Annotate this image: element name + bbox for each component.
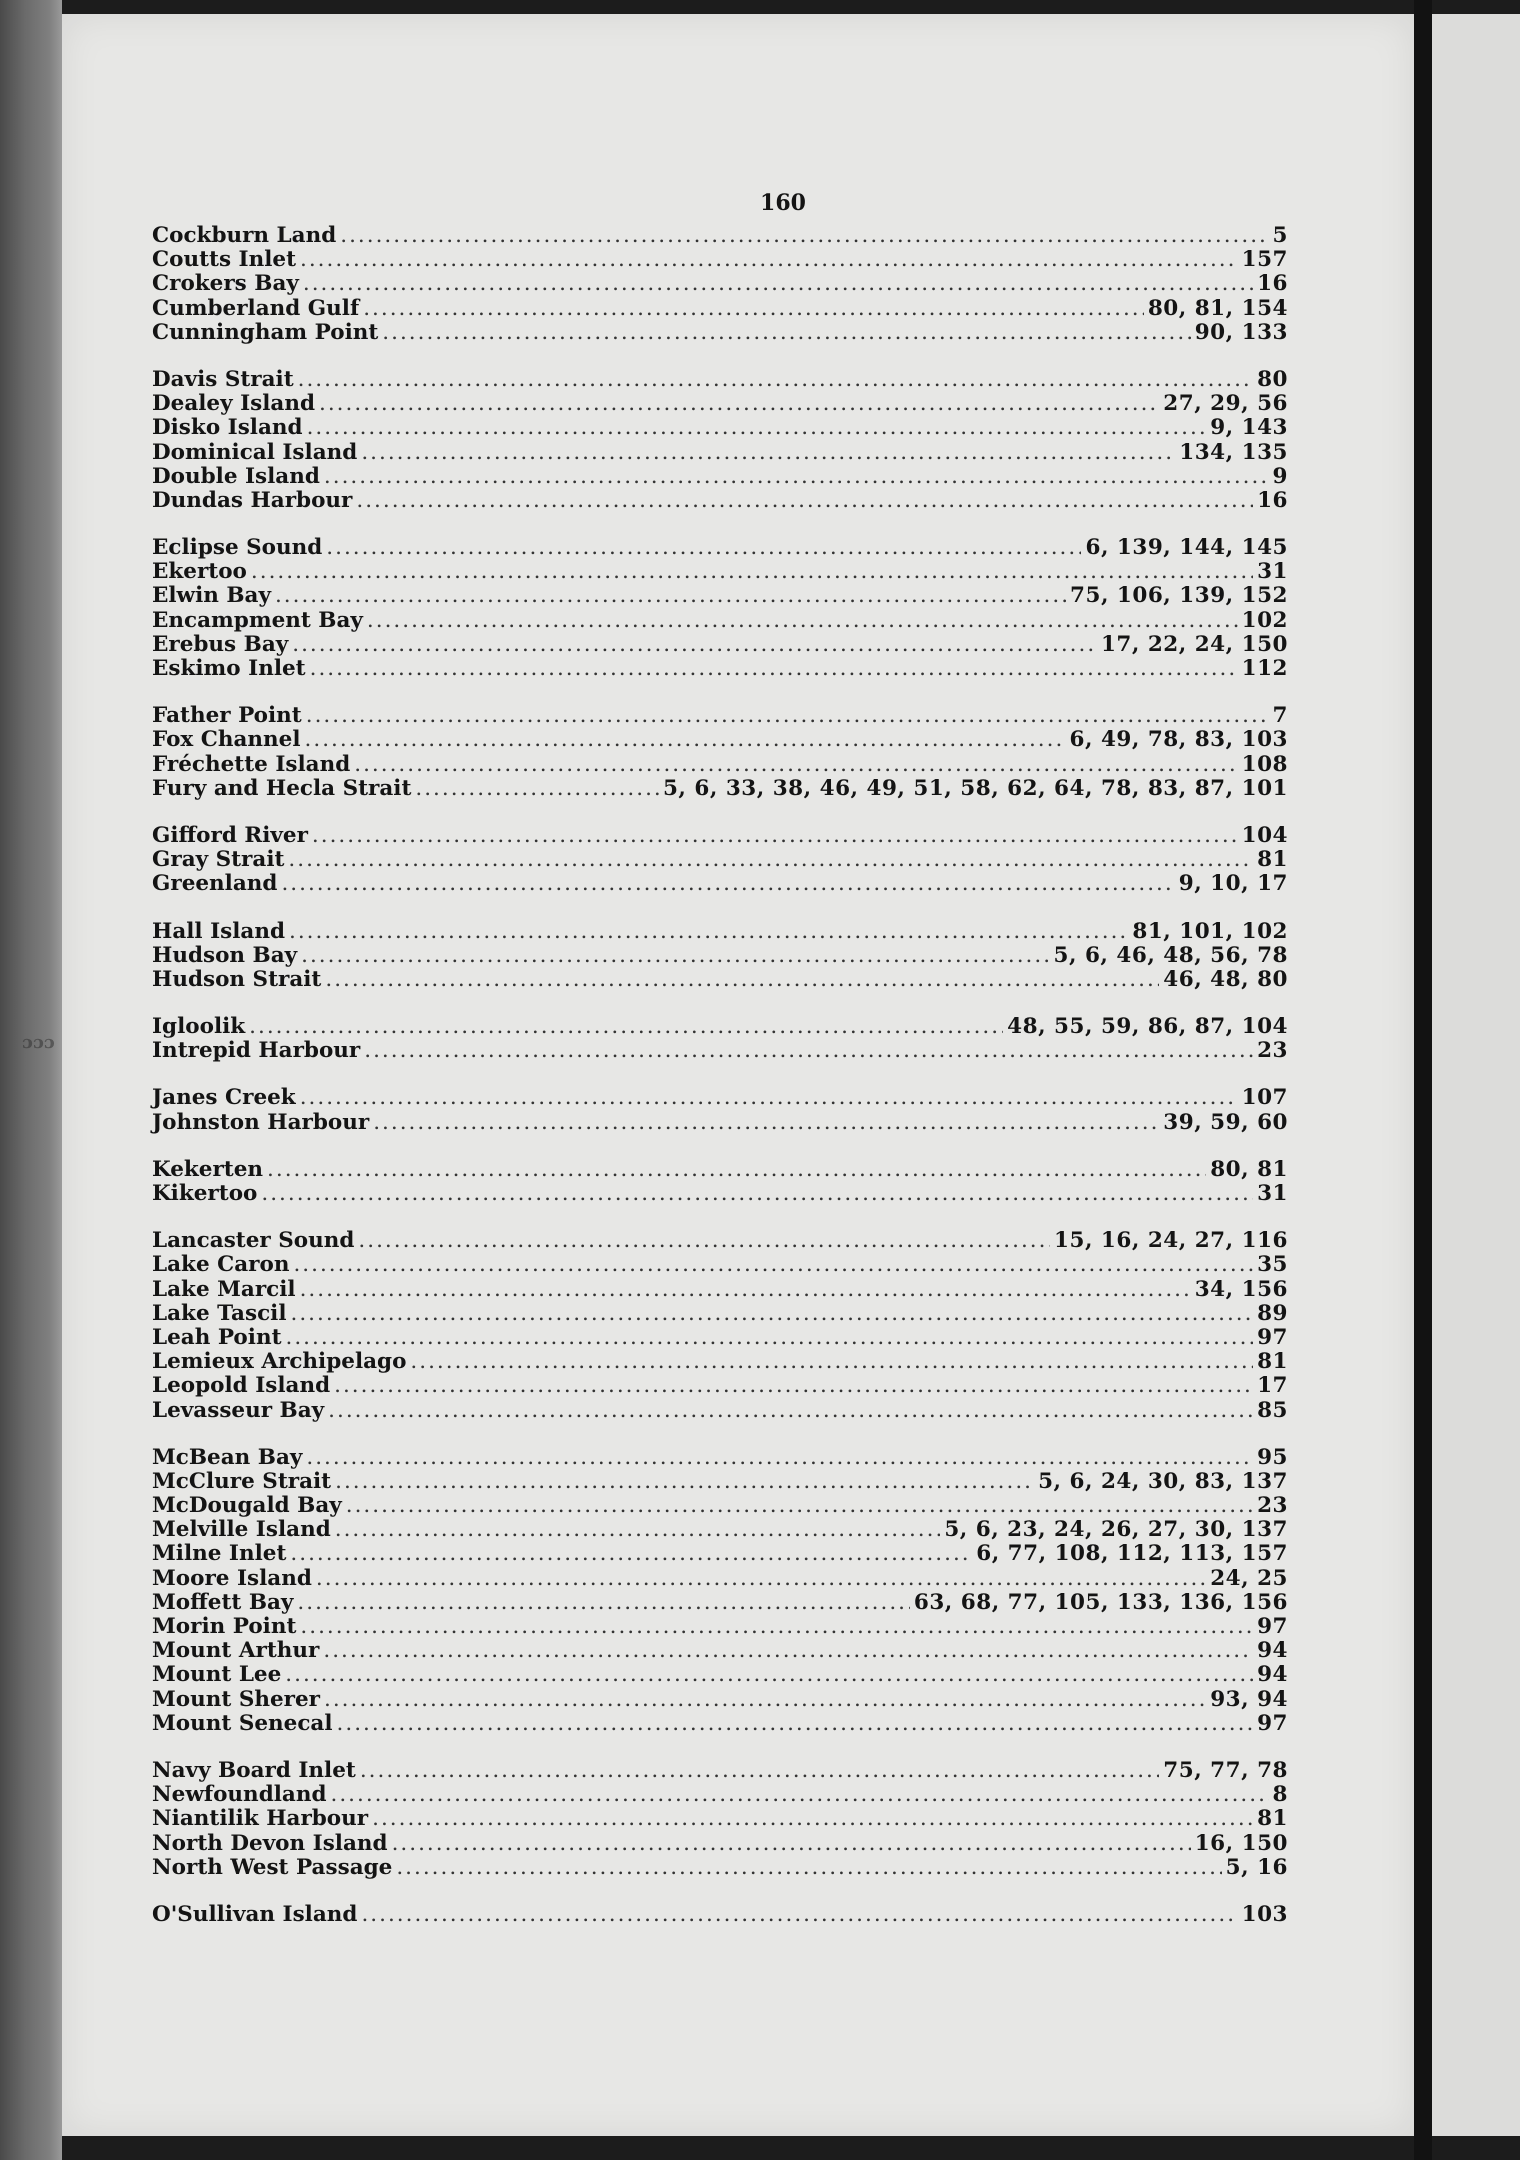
entry-page-references: 81 (1257, 1349, 1288, 1375)
entry-page-references: 16 (1257, 487, 1288, 513)
dot-leader (297, 1591, 909, 1615)
index-entry (152, 1518, 1288, 1542)
entry-name: Coutts Inlet (152, 247, 297, 273)
entry-page-references: 95 (1257, 1444, 1288, 1470)
entry-page-references: 34, 156 (1194, 1276, 1288, 1302)
dot-leader (415, 777, 659, 801)
index-entry (152, 272, 1288, 296)
index-entry (152, 704, 1288, 728)
entry-name: Davis Strait (152, 366, 294, 392)
entry-page-references: 9, 143 (1210, 415, 1288, 441)
page-gutter (1414, 0, 1432, 2160)
entry-page-references: 5, 6, 46, 48, 56, 78 (1053, 942, 1288, 968)
dot-leader (361, 441, 1175, 465)
index-entry (152, 944, 1288, 968)
index-letter-group (152, 224, 1288, 345)
entry-name: Kikertoo (152, 1181, 258, 1206)
dot-leader (331, 1783, 1269, 1807)
entry-name: Newfoundland (152, 1782, 327, 1808)
index-entry (152, 1350, 1288, 1374)
index-entry (152, 560, 1288, 584)
dot-leader (323, 1639, 1253, 1663)
index-entry (152, 1567, 1288, 1591)
dot-leader (293, 1253, 1253, 1277)
index-entry (152, 1229, 1288, 1253)
index-entry (152, 968, 1288, 992)
entry-name: Fox Channel (152, 727, 301, 753)
index-letter-group (152, 368, 1288, 513)
index-entry (152, 1639, 1288, 1663)
index-entry (152, 441, 1288, 465)
index-entry (152, 1158, 1288, 1182)
entry-page-references: 81 (1257, 847, 1288, 873)
dot-leader (291, 1302, 1254, 1326)
index-entry (152, 392, 1288, 416)
index-letter-group (152, 704, 1288, 801)
entry-name: Mount Lee (152, 1662, 282, 1688)
entry-page-references: 35 (1257, 1252, 1288, 1278)
dot-leader (356, 489, 1253, 513)
index-letter-group (152, 1086, 1288, 1134)
index-letter-group (152, 536, 1288, 681)
dot-leader (372, 1807, 1253, 1831)
dot-leader (300, 248, 1238, 272)
index-entry (152, 1807, 1288, 1831)
index-entry (152, 1111, 1288, 1135)
index-entry (152, 1494, 1288, 1518)
index-entry (152, 1374, 1288, 1398)
book-binding (0, 0, 62, 2160)
index-entry (152, 1399, 1288, 1423)
dot-leader (300, 1278, 1191, 1302)
entry-page-references: 16, 150 (1194, 1830, 1288, 1856)
dot-leader (324, 1688, 1206, 1712)
entry-page-references: 80, 81, 154 (1147, 295, 1288, 321)
entry-name: Eclipse Sound (152, 535, 323, 561)
entry-page-references: 15, 16, 24, 27, 116 (1054, 1228, 1288, 1254)
dot-leader (340, 224, 1268, 248)
dot-leader (334, 1374, 1253, 1398)
dot-leader (275, 584, 1066, 608)
entry-name: Gifford River (152, 822, 308, 848)
adjacent-page-edge (1432, 14, 1520, 2136)
index-entry (152, 1903, 1288, 1927)
index-entry (152, 1086, 1288, 1110)
entry-name: Cumberland Gulf (152, 295, 360, 321)
entry-name: North West Passage (152, 1854, 393, 1880)
entry-page-references: 24, 25 (1210, 1565, 1288, 1591)
index-entry (152, 368, 1288, 392)
dot-leader (289, 920, 1128, 944)
entry-page-references: 48, 55, 59, 86, 87, 104 (1007, 1014, 1288, 1040)
entry-name: Johnston Harbour (152, 1109, 370, 1135)
index-entry (152, 465, 1288, 489)
index-entry (152, 1712, 1288, 1736)
index-entry (152, 609, 1288, 633)
index-entry (152, 1783, 1288, 1807)
entry-page-references: 8 (1272, 1782, 1288, 1808)
dot-leader (316, 1567, 1206, 1591)
dot-leader (307, 416, 1207, 440)
index-letter-group (152, 1158, 1288, 1206)
entry-name: Dundas Harbour (152, 487, 353, 513)
entry-name: Igloolik (152, 1014, 246, 1040)
entry-name: Double Island (152, 463, 320, 489)
entry-name: Lake Tascil (152, 1300, 287, 1326)
entry-page-references: 97 (1257, 1324, 1288, 1350)
dot-leader (410, 1350, 1253, 1374)
index-entry (152, 489, 1288, 513)
dot-leader (324, 465, 1269, 489)
entry-page-references: 80, 81 (1210, 1156, 1288, 1182)
dot-leader (325, 968, 1159, 992)
dot-leader (290, 1542, 972, 1566)
index-entry (152, 872, 1288, 896)
entry-name: Eskimo Inlet (152, 656, 306, 681)
index-letter-group (152, 824, 1288, 897)
dot-leader (328, 1399, 1253, 1423)
entry-name: Moore Island (152, 1565, 312, 1591)
entry-page-references: 63, 68, 77, 105, 133, 136, 156 (913, 1589, 1288, 1615)
index-entry (152, 1688, 1288, 1712)
dot-leader (335, 1470, 1034, 1494)
entry-page-references: 17 (1257, 1373, 1288, 1399)
entry-name: Mount Sherer (152, 1686, 320, 1712)
entry-page-references: 97 (1257, 1614, 1288, 1639)
index-entry (152, 1446, 1288, 1470)
entry-name: Disko Island (152, 415, 303, 441)
dot-leader (367, 609, 1238, 633)
entry-name: Intrepid Harbour (152, 1038, 361, 1064)
index-entry (152, 657, 1288, 681)
entry-name: Milne Inlet (152, 1541, 287, 1567)
entry-name: Leopold Island (152, 1373, 331, 1399)
entry-name: Hudson Bay (152, 942, 298, 968)
entry-name: Encampment Bay (152, 607, 363, 633)
index-entry (152, 777, 1288, 801)
index-entry (152, 1759, 1288, 1783)
entry-page-references: 94 (1257, 1638, 1288, 1664)
index-entry (152, 753, 1288, 777)
entry-name: Moffett Bay (152, 1589, 294, 1615)
entry-name: Greenland (152, 871, 278, 897)
index-entry (152, 728, 1288, 752)
index-entry (152, 1302, 1288, 1326)
entry-name: Lake Marcil (152, 1276, 296, 1302)
entry-page-references: 5, 6, 33, 38, 46, 49, 51, 58, 62, 64, 78, 83, 87, 101 (662, 775, 1288, 801)
entry-page-references: 23 (1257, 1493, 1288, 1519)
index-letter-group (152, 1015, 1288, 1063)
entry-page-references: 81, 101, 102 (1132, 918, 1288, 944)
index-entry (152, 848, 1288, 872)
entry-name: O'Sullivan Island (152, 1901, 358, 1927)
entry-page-references: 93, 94 (1210, 1686, 1288, 1712)
entry-page-references: 5 (1272, 223, 1288, 248)
dot-leader (303, 272, 1253, 296)
entry-name: Lake Caron (152, 1252, 290, 1278)
entry-name: Elwin Bay (152, 583, 271, 609)
index-entry (152, 1856, 1288, 1880)
dot-leader (326, 536, 1081, 560)
entry-name: Mount Arthur (152, 1638, 320, 1664)
entry-page-references: 5, 6, 24, 30, 83, 137 (1038, 1468, 1288, 1494)
entry-name: McDougald Bay (152, 1493, 342, 1519)
entry-page-references: 7 (1272, 703, 1288, 729)
index-entry (152, 1470, 1288, 1494)
dot-leader (281, 872, 1174, 896)
entry-name: Erebus Bay (152, 631, 289, 657)
entry-name: Hall Island (152, 918, 285, 944)
entry-page-references: 31 (1257, 559, 1288, 585)
dot-leader (261, 1182, 1253, 1206)
dot-leader (249, 1015, 1003, 1039)
entry-name: Cunningham Point (152, 319, 379, 345)
dot-leader (267, 1158, 1206, 1182)
index-entry (152, 633, 1288, 657)
index-entry (152, 321, 1288, 345)
binding-margin-mark: ɔɔɔ (22, 1032, 55, 1053)
dot-leader (300, 1086, 1238, 1110)
dot-leader (285, 1663, 1253, 1687)
entry-page-references: 5, 16 (1225, 1854, 1288, 1880)
entry-page-references: 80 (1257, 366, 1288, 392)
entry-page-references: 107 (1241, 1085, 1288, 1111)
index-entry (152, 1015, 1288, 1039)
entry-page-references: 134, 135 (1179, 439, 1288, 465)
entry-page-references: 9, 10, 17 (1178, 871, 1288, 897)
entry-name: Niantilik Harbour (152, 1806, 369, 1832)
entry-page-references: 112 (1241, 656, 1288, 681)
index-entry (152, 1663, 1288, 1687)
entry-name: North Devon Island (152, 1830, 388, 1856)
index-list (152, 224, 1288, 1950)
index-entry (152, 1182, 1288, 1206)
index-entry (152, 920, 1288, 944)
entry-name: Hudson Strait (152, 966, 322, 992)
entry-name: McClure Strait (152, 1468, 332, 1494)
dot-leader (288, 848, 1253, 872)
entry-name: Lemieux Archipelago (152, 1349, 407, 1375)
index-entry (152, 584, 1288, 608)
entry-name: Dealey Island (152, 391, 316, 417)
entry-name: Gray Strait (152, 847, 285, 873)
entry-name: Father Point (152, 703, 302, 729)
index-entry (152, 824, 1288, 848)
entry-name: Kekerten (152, 1156, 264, 1182)
entry-page-references: 16 (1257, 271, 1288, 297)
page-number: 160 (760, 190, 806, 216)
dot-leader (364, 1039, 1253, 1063)
index-letter-group (152, 1759, 1288, 1880)
entry-page-references: 89 (1257, 1300, 1288, 1326)
dot-leader (392, 1832, 1191, 1856)
entry-page-references: 39, 59, 60 (1163, 1109, 1288, 1135)
dot-leader (354, 753, 1237, 777)
entry-page-references: 81 (1257, 1806, 1288, 1832)
dot-leader (382, 321, 1190, 345)
dot-leader (306, 704, 1269, 728)
dot-leader (396, 1856, 1221, 1880)
index-entry (152, 1039, 1288, 1063)
entry-name: Mount Senecal (152, 1710, 333, 1736)
dot-leader (335, 1518, 941, 1542)
dot-leader (301, 944, 1049, 968)
dot-leader (358, 1229, 1050, 1253)
index-letter-group (152, 1446, 1288, 1736)
index-entry (152, 416, 1288, 440)
dot-leader (363, 297, 1144, 321)
dot-leader (300, 1615, 1253, 1639)
dot-leader (337, 1712, 1254, 1736)
dot-leader (360, 1759, 1159, 1783)
entry-name: Ekertoo (152, 559, 247, 585)
entry-page-references: 104 (1241, 822, 1288, 848)
entry-page-references: 6, 49, 78, 83, 103 (1069, 727, 1288, 753)
entry-page-references: 94 (1257, 1662, 1288, 1688)
entry-page-references: 9 (1272, 463, 1288, 489)
entry-name: Levasseur Bay (152, 1397, 325, 1423)
entry-page-references: 102 (1241, 607, 1288, 633)
entry-page-references: 90, 133 (1194, 319, 1288, 345)
index-letter-group (152, 1903, 1288, 1927)
dot-leader (286, 1326, 1254, 1350)
dot-leader (251, 560, 1253, 584)
entry-page-references: 75, 77, 78 (1163, 1757, 1288, 1783)
entry-page-references: 97 (1257, 1710, 1288, 1736)
dot-leader (346, 1494, 1253, 1518)
entry-name: Fréchette Island (152, 751, 351, 777)
dot-leader (306, 1446, 1253, 1470)
entry-name: Crokers Bay (152, 271, 299, 297)
entry-page-references: 6, 77, 108, 112, 113, 157 (976, 1541, 1288, 1567)
entry-name: Janes Creek (152, 1085, 296, 1111)
index-entry (152, 1253, 1288, 1277)
entry-name: Navy Board Inlet (152, 1757, 356, 1783)
dot-leader (298, 368, 1253, 392)
dot-leader (312, 824, 1238, 848)
entry-page-references: 75, 106, 139, 152 (1070, 583, 1288, 609)
dot-leader (361, 1903, 1237, 1927)
entry-name: Leah Point (152, 1324, 282, 1350)
entry-page-references: 27, 29, 56 (1163, 391, 1288, 417)
index-entry (152, 536, 1288, 560)
entry-name: Melville Island (152, 1517, 331, 1543)
entry-name: Dominical Island (152, 439, 358, 465)
dot-leader (373, 1111, 1159, 1135)
index-entry (152, 248, 1288, 272)
entry-page-references: 31 (1257, 1181, 1288, 1206)
index-entry (152, 224, 1288, 248)
entry-name: Morin Point (152, 1614, 297, 1639)
index-entry (152, 1326, 1288, 1350)
entry-page-references: 5, 6, 23, 24, 26, 27, 30, 137 (944, 1517, 1288, 1543)
index-entry (152, 1278, 1288, 1302)
index-entry (152, 1615, 1288, 1639)
dot-leader (310, 657, 1238, 681)
entry-page-references: 23 (1257, 1038, 1288, 1064)
entry-page-references: 103 (1241, 1901, 1288, 1927)
dot-leader (319, 392, 1159, 416)
index-letter-group (152, 1229, 1288, 1423)
index-letter-group (152, 920, 1288, 993)
dot-leader (305, 728, 1066, 752)
entry-name: McBean Bay (152, 1444, 303, 1470)
entry-page-references: 85 (1257, 1397, 1288, 1423)
entry-name: Cockburn Land (152, 223, 337, 248)
index-entry (152, 1542, 1288, 1566)
entry-page-references: 157 (1241, 247, 1288, 273)
index-entry (152, 1832, 1288, 1856)
entry-page-references: 6, 139, 144, 145 (1085, 535, 1288, 561)
entry-page-references: 17, 22, 24, 150 (1100, 631, 1288, 657)
index-entry (152, 1591, 1288, 1615)
entry-name: Fury and Hecla Strait (152, 775, 412, 801)
entry-name: Lancaster Sound (152, 1228, 355, 1254)
entry-page-references: 46, 48, 80 (1163, 966, 1288, 992)
dot-leader (292, 633, 1097, 657)
index-entry (152, 297, 1288, 321)
entry-page-references: 108 (1241, 751, 1288, 777)
